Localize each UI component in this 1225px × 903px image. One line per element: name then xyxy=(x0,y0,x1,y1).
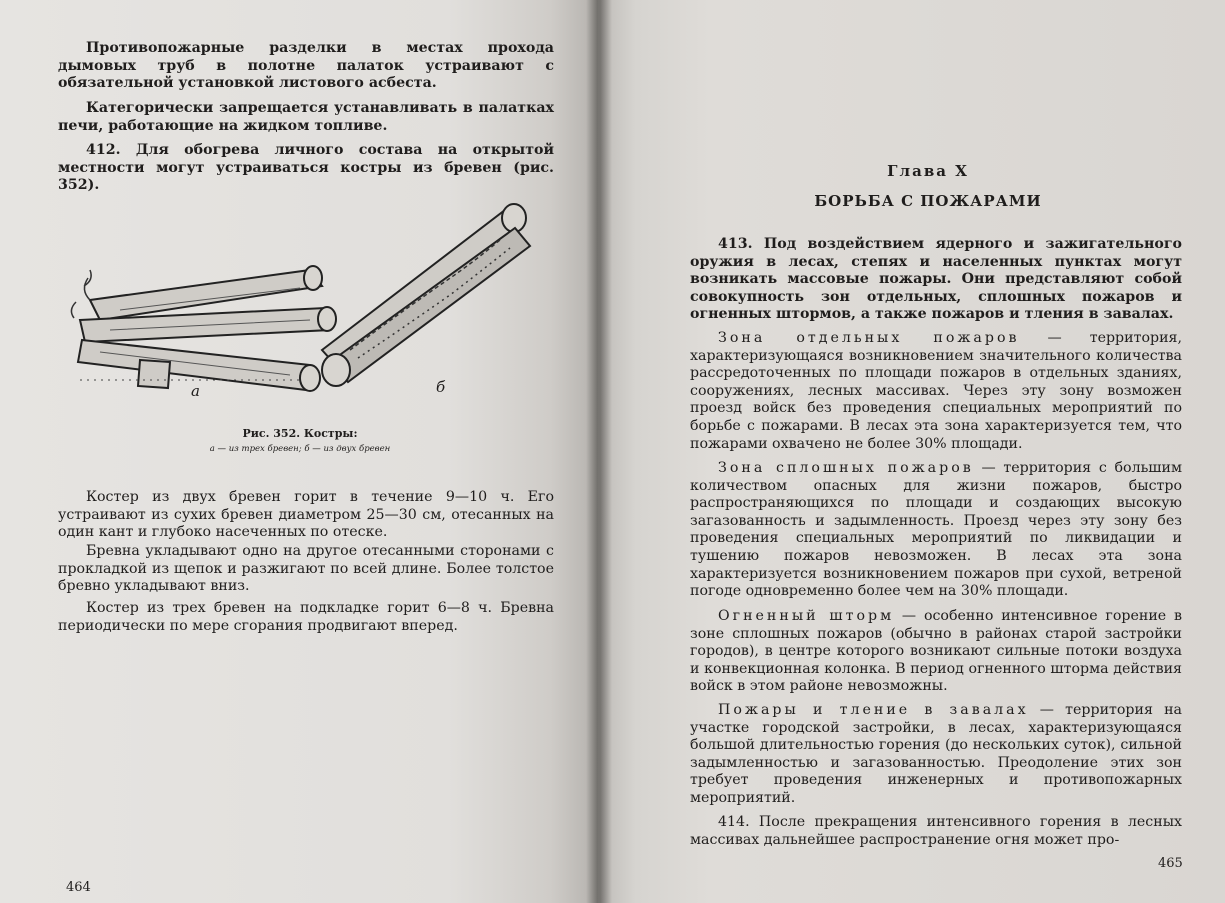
paragraph-412: 412. Для обогрева личного состава на открытой местности могут устраиваться костры из бревен (рис. 352). xyxy=(58,142,554,194)
figure-label-b: б xyxy=(436,378,446,396)
chapter-number: Глава X xyxy=(887,162,969,180)
term-continuous-fires: Зона сплошных пожаров xyxy=(718,460,974,476)
page-number-right: 465 xyxy=(1158,856,1183,871)
definition-firestorm: — особенно интенсивное горение в зоне сплошных пожаров (обычно в районах старой застройки городов), в центре которого возникают сильные потоки воздуха и конвекционная колонка. В период огненного шторма действия войск в этом районе невозможны. xyxy=(690,608,1182,695)
term-firestorm: Огненный шторм xyxy=(718,608,895,624)
right-page xyxy=(598,0,1225,903)
figure-caption-legend: а — из трех бревен; б — из двух бревен xyxy=(209,444,391,454)
chapter-title: БОРЬБА С ПОЖАРАМИ xyxy=(814,192,1042,210)
three-log-bonfire xyxy=(71,266,336,391)
page-number-left: 464 xyxy=(66,880,91,895)
definition-continuous-fires: — территория с большим количеством опасных для жизни пожаров, быстро распространяющихся по площади и создающих высокую загазованность и задымленность. Проезд через эту зону без проведения специальных мероприятий по ликвидации и тушению пожаров невозможен. В лесах эта зона характеризуется возникновением пожаров при сухой, ветреной погоде одновременно более чем на 30% площади. xyxy=(690,460,1182,600)
term-separate-fires: Зона отдельных пожаров xyxy=(718,330,1020,346)
figure-caption-title: Рис. 352. Костры: xyxy=(242,427,358,440)
two-log-bonfire xyxy=(322,204,530,386)
paragraph-413-text: 413. Под воздействием ядерного и зажигательного оружия в лесах, степях и населенных пунктах могут возникать массовые пожары. Они представляют собой совокупность зон отдельных, сплошных пожаров и огненных штормов, а также пожаров и тления в завалах. xyxy=(690,236,1182,323)
paragraph-three-logs: Костер из трех бревен на подкладке горит 6—8 ч. Бревна периодически по мере сгорания продвигают вперед. xyxy=(58,600,554,634)
paragraph-rubble-fires xyxy=(690,702,1182,808)
paragraph-two-logs: Костер из двух бревен горит в течение 9—10 ч. Его устраивают из сухих бревен диаметром 25—30 см, отесанных на один кант и глубоко насеченных по отеске. xyxy=(58,489,554,541)
book-gutter xyxy=(586,0,612,903)
term-rubble-fires: Пожары и тление в завалах xyxy=(718,702,1029,718)
left-page xyxy=(0,0,598,903)
paragraph-asbestos: Противопожарные разделки в местах прохода дымовых труб в полотне палаток устраивают с обязательной установкой листового асбеста. xyxy=(58,40,554,92)
figure-bonfires xyxy=(60,190,560,420)
paragraph-firestorm xyxy=(690,608,1182,696)
paragraph-stacking: Бревна укладывают одно на другое отесанными сторонами с прокладкой из щепок и разжигают по всей длине. Более толстое бревно укладывают вниз. xyxy=(58,543,554,595)
paragraph-separate-fires xyxy=(690,330,1182,453)
paragraph-continuous-fires xyxy=(690,460,1182,601)
paragraph-liquid-fuel: Категорически запрещается устанавливать в палатках печи, работающие на жидком топливе. xyxy=(58,100,554,134)
paragraph-413 xyxy=(690,236,1182,324)
definition-rubble-fires: — территория на участке городской застройки, в лесах, характеризующаяся большой длительностью горения (до нескольких суток), сильной задымленностью и загазованностью. Преодоление этих зон требует проведения инженерных и противопожарных мероприятий. xyxy=(690,702,1182,806)
bonfire-illustration xyxy=(60,190,560,420)
definition-separate-fires: — территория, характеризующаяся возникновением значительного количества рассредоточенных по площади пожаров в отдельных зданиях, сооружениях, лесных массивах. Через эту зону возможен проезд войск без проведения специальных мероприятий по борьбе с пожарами. В лесах эта зона характеризуется тем, что пожарами охвачено не более 30% площади. xyxy=(690,330,1182,452)
paragraph-414: 414. После прекращения интенсивного горения в лесных массивах дальнейшее распространение огня может про- xyxy=(690,814,1182,848)
figure-label-a: а xyxy=(191,382,200,400)
